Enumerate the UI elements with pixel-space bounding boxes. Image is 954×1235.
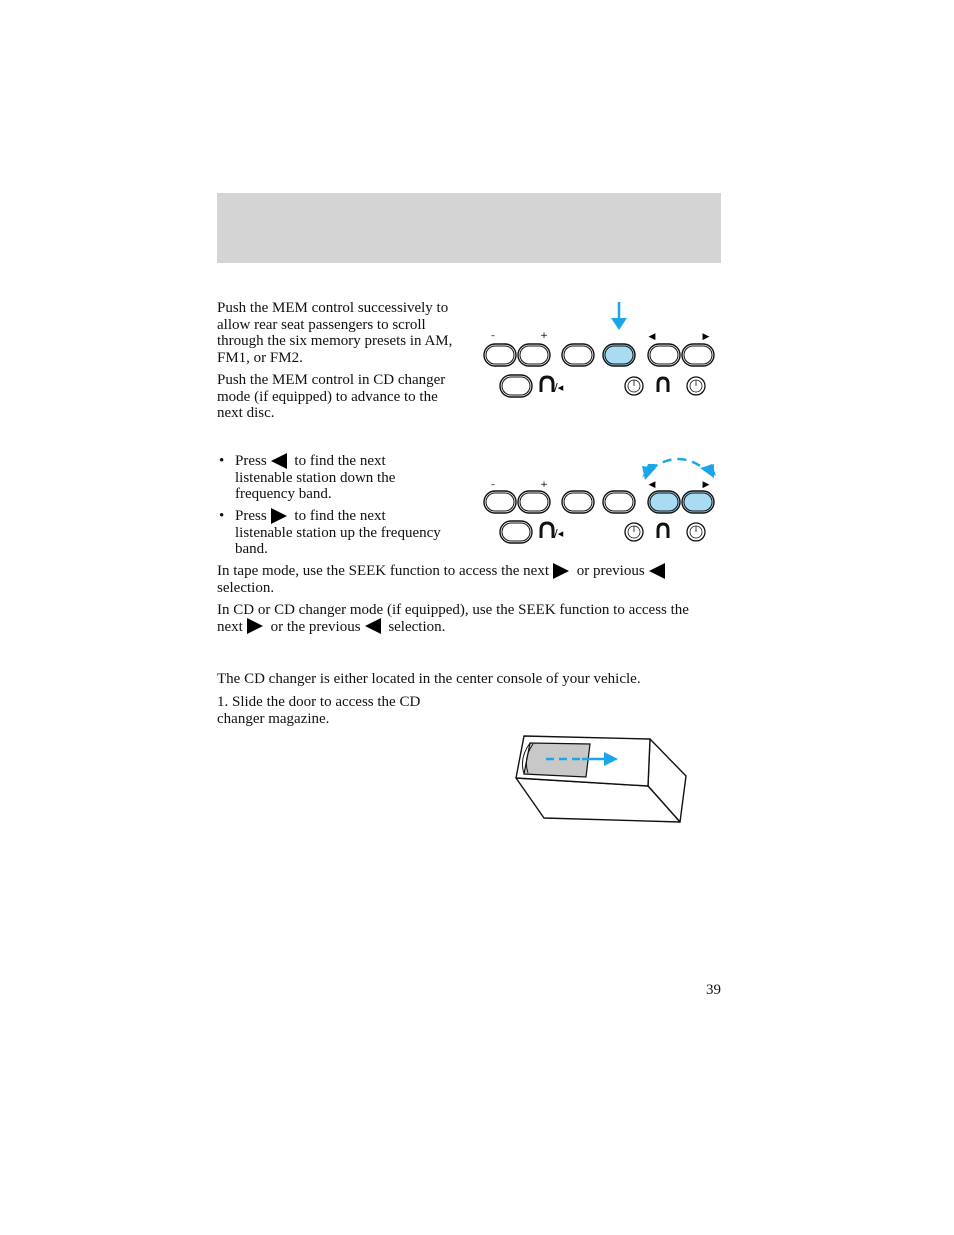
seek-down-icon	[271, 453, 287, 469]
previous-icon	[365, 618, 381, 634]
cd-mode-paragraph	[217, 602, 697, 635]
mem-paragraph-2: Push the MEM control in CD changer mode (if equipped) to advance to the next disc.	[217, 372, 446, 421]
volume-plus-label: +	[540, 331, 548, 341]
headphone-jack-icon	[658, 524, 668, 538]
seek-control-diagram	[480, 452, 720, 552]
volume-minus-label: –	[490, 480, 496, 490]
mem-arrow-head-icon	[611, 318, 627, 330]
volume-plus-button[interactable]	[518, 491, 550, 513]
tape-text-after: selection.	[217, 579, 275, 596]
seek-up-button[interactable]	[682, 344, 714, 366]
seek-up-button[interactable]	[682, 491, 714, 513]
mode-symbol-label: /◂	[554, 381, 564, 394]
seek-double-arrow-icon	[650, 459, 706, 470]
seek-down-bullet	[219, 453, 445, 503]
seek-down-bullet-before: Press	[235, 453, 267, 469]
seek-up-icon: ▶	[702, 480, 710, 490]
mode-button[interactable]	[562, 491, 594, 513]
mode-button[interactable]	[562, 344, 594, 366]
mem-control-diagram	[480, 300, 720, 405]
seek-up-bullet-after: to find the next listenable station up the frequency band.	[235, 508, 441, 558]
cd-text-mid: or the previous	[270, 618, 361, 635]
mem-button[interactable]	[603, 491, 635, 513]
page-number: 39	[706, 982, 721, 998]
volume-minus-button[interactable]	[484, 491, 516, 513]
cd-changer-step-1: 1. Slide the door to access the CD changer magazine.	[217, 694, 421, 727]
mode-symbol-label: /◂	[554, 527, 564, 540]
tape-text-before: In tape mode, use the SEEK function to access the next	[217, 563, 549, 579]
seek-down-icon: ◀	[648, 480, 656, 490]
seek-down-icon: ◀	[648, 332, 656, 342]
seek-down-button[interactable]	[648, 344, 680, 366]
headphone-icon	[541, 523, 553, 538]
mem-paragraph-1: Push the MEM control successively to allow rear seat passengers to scroll through the six memory presets in AM, FM1, or FM2.	[217, 300, 453, 366]
previous-icon	[649, 563, 665, 579]
tape-text-mid: or previous	[576, 563, 645, 579]
mem-button[interactable]	[603, 344, 635, 366]
headphone-mode-button[interactable]	[500, 375, 532, 397]
header-band	[217, 193, 721, 263]
cd-text-after: selection.	[388, 618, 446, 635]
cd-changer-diagram	[510, 730, 692, 828]
bullet-dot: •	[219, 508, 225, 524]
next-icon	[247, 618, 263, 634]
next-icon	[553, 563, 569, 579]
changer-door[interactable]	[524, 743, 590, 777]
bullet-dot: •	[219, 453, 225, 469]
seek-up-bullet	[219, 508, 445, 558]
seek-down-button[interactable]	[648, 491, 680, 513]
tape-mode-paragraph	[217, 563, 697, 596]
volume-minus-label: –	[490, 331, 496, 341]
seek-up-icon	[271, 508, 287, 524]
cd-text-before: In CD or CD changer mode (if equipped), use the SEEK function to access the next	[217, 602, 689, 635]
headphone-icon	[541, 377, 553, 392]
seek-up-bullet-before: Press	[235, 508, 267, 524]
volume-minus-button[interactable]	[484, 344, 516, 366]
headphone-mode-button[interactable]	[500, 521, 532, 543]
seek-up-icon: ▶	[702, 332, 710, 342]
cd-changer-location: The CD changer is either located in the center console of your vehicle.	[217, 671, 641, 687]
headphone-jack-icon	[658, 378, 668, 392]
seek-down-bullet-after: to find the next listenable station down the frequency band.	[235, 453, 396, 503]
volume-plus-button[interactable]	[518, 344, 550, 366]
volume-plus-label: +	[540, 480, 548, 490]
